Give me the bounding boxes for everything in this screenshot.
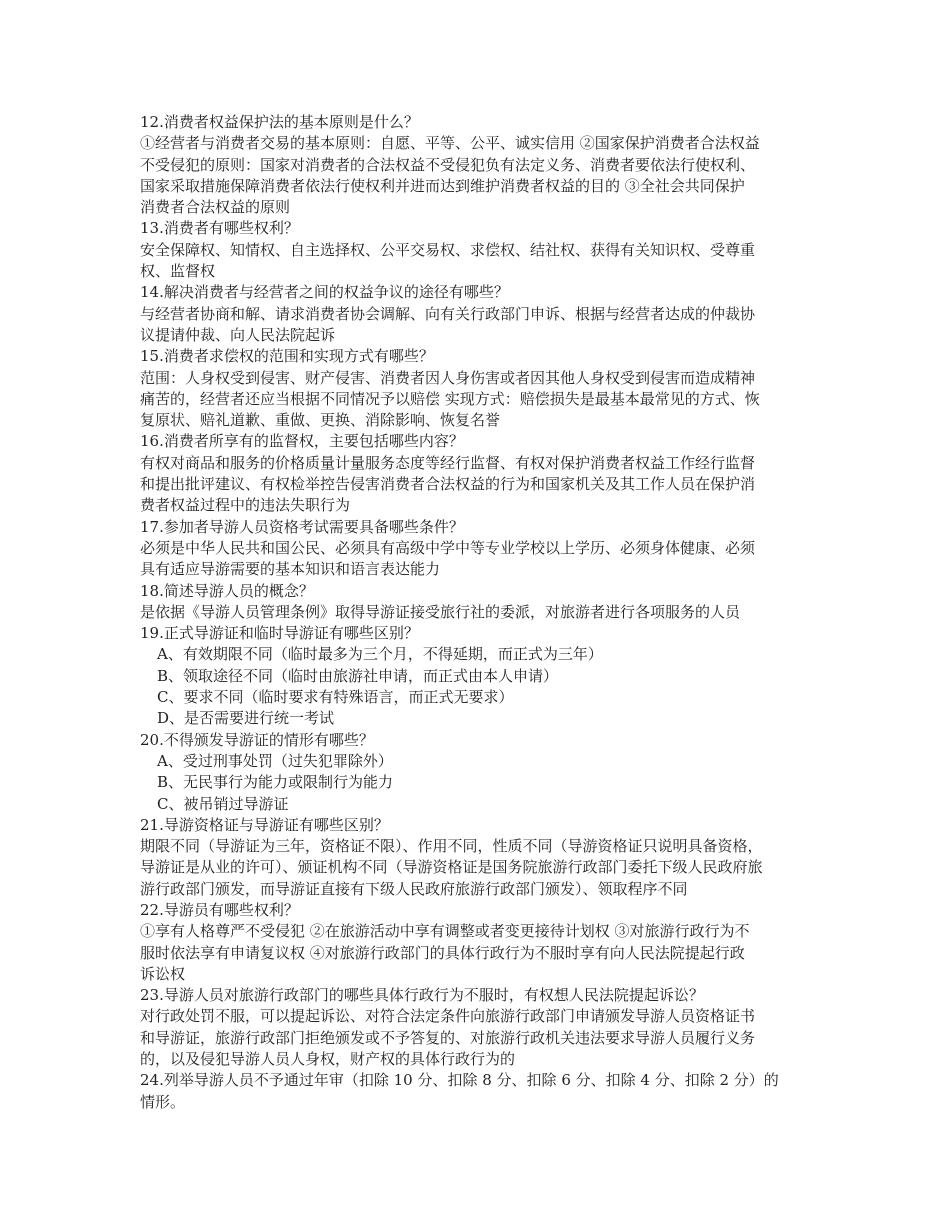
- text-line: 20.不得颁发导游证的情形有哪些？: [140, 730, 374, 749]
- text-line: 的，以及侵犯导游人员人身权，财产权的具体行政行为的: [140, 1050, 516, 1069]
- text-line: 期限不同（导游证为三年，资格证不限）、作用不同，性质不同（导游资格证只说明具备资格，: [140, 837, 763, 856]
- text-line: 有权对商品和服务的价格质量计量服务态度等经行监督、有权对保护消费者权益工作经行监督: [140, 453, 756, 472]
- text-line: C、被吊销过导游证: [157, 794, 289, 813]
- text-line: 情形。: [140, 1092, 186, 1111]
- text-line: 17.参加者导游人员资格考试需要具备哪些条件？: [140, 517, 464, 536]
- text-line: A、受过刑事处罚（过失犯罪除外）: [157, 751, 393, 770]
- text-line: 22.导游员有哪些权利？: [140, 900, 299, 919]
- text-line: D、是否需要进行统一考试: [157, 709, 335, 728]
- text-line: 复原状、赔礼道歉、重做、更换、消除影响、恢复名誉: [140, 411, 501, 430]
- text-line: 19.正式导游证和临时导游证有哪些区别？: [140, 624, 419, 643]
- text-line: 和提出批评建议、有权检举控告侵害消费者合法权益的行为和国家机关及其工作人员在保护消: [140, 475, 756, 494]
- text-line: 12.消费者权益保护法的基本原则是什么？: [140, 113, 419, 131]
- text-line: 是依据《导游人员管理条例》取得导游证接受旅行社的委派，对旅游者进行各项服务的人员: [140, 602, 741, 621]
- text-line: 服时依法享有申请复议权 ④对旅游行政部门的具体行政行为不服时享有向人民法院提起行政: [140, 943, 745, 962]
- text-line: 24.列举导游人员不予通过年审（扣除 10 分、扣除 8 分、扣除 6 分、扣除 4 分、扣除 2 分）的: [140, 1071, 779, 1090]
- text-line: 对行政处罚不服，可以提起诉讼、对符合法定条件向旅游行政部门申请颁发导游人员资格证书: [140, 1007, 756, 1026]
- text-line: C、要求不同（临时要求有特殊语言，而正式无要求）: [157, 688, 514, 707]
- text-line: 范围：人身权受到侵害、财产侵害、消费者因人身伤害或者因其他人身权受到侵害而造成精神: [140, 368, 756, 387]
- text-line: 具有适应导游需要的基本知识和语言表达能力: [140, 560, 441, 579]
- text-line: 13.消费者有哪些权利？: [140, 219, 299, 238]
- text-line: 15.消费者求偿权的范围和实现方式有哪些？: [140, 347, 434, 366]
- text-line: B、领取途径不同（临时由旅游社申请，而正式由本人申请）: [157, 666, 559, 685]
- text-line: 消费者合法权益的原则: [140, 198, 291, 217]
- text-line: 23.导游人员对旅游行政部门的哪些具体行政行为不服时，有权想人民法院提起诉讼？: [140, 986, 704, 1005]
- text-line: 费者权益过程中的违法失职行为: [140, 496, 351, 515]
- text-line: 与经营者协商和解、请求消费者协会调解、向有关行政部门申诉、根据与经营者达成的仲裁协: [140, 304, 756, 323]
- text-line: 必须是中华人民共和国公民、必须具有高级中学中等专业学校以上学历、必须身体健康、必须: [140, 538, 756, 557]
- text-line: 导游证是从业的许可）、颁证机构不同（导游资格证是国务院旅游行政部门委托下级人民政府旅: [140, 858, 763, 877]
- text-line: A、有效期限不同（临时最多为三个月，不得延期，而正式为三年）: [157, 645, 603, 664]
- text-line: 国家采取措施保障消费者依法行使权利并进而达到维护消费者权益的目的 ③全社会共同保护: [140, 176, 745, 195]
- text-line: 权、监督权: [140, 262, 216, 281]
- text-line: 痛苦的，经营者还应当根据不同情况予以赔偿 实现方式：赔偿损失是最基本最常见的方式、恢: [140, 389, 760, 408]
- text-line: 14.解决消费者与经营者之间的权益争议的途径有哪些？: [140, 283, 509, 302]
- text-line: B、无民事行为能力或限制行为能力: [157, 773, 394, 792]
- document-body: [140, 112, 820, 1113]
- text-line: 21.导游资格证与导游证有哪些区别？: [140, 815, 389, 834]
- text-line: 和导游证，旅游行政部门拒绝颁发或不予答复的、对旅游行政机关违法要求导游人员履行义务: [140, 1028, 756, 1047]
- text-line: ①享有人格尊严不受侵犯 ②在旅游活动中享有调整或者变更接待计划权 ③对旅游行政行为不: [140, 922, 750, 941]
- text-line: 议提请仲裁、向人民法院起诉: [140, 325, 336, 344]
- text-line: 不受侵犯的原则：国家对消费者的合法权益不受侵犯负有法定义务、消费者要依法行使权利、: [140, 155, 756, 174]
- text-line: 游行政部门颁发，而导游证直接有下级人民政府旅游行政部门颁发）、领取程序不同: [140, 879, 688, 898]
- text-line: 诉讼权: [140, 964, 186, 983]
- text-line: ①经营者与消费者交易的基本原则：自愿、平等、公平、诚实信用 ②国家保护消费者合法权益: [140, 134, 760, 153]
- text-line: 安全保障权、知情权、自主选择权、公平交易权、求偿权、结社权、获得有关知识权、受尊重: [140, 240, 756, 259]
- text-line: 18.简述导游人员的概念？: [140, 581, 314, 600]
- text-line: 16.消费者所享有的监督权，主要包括哪些内容？: [140, 432, 464, 451]
